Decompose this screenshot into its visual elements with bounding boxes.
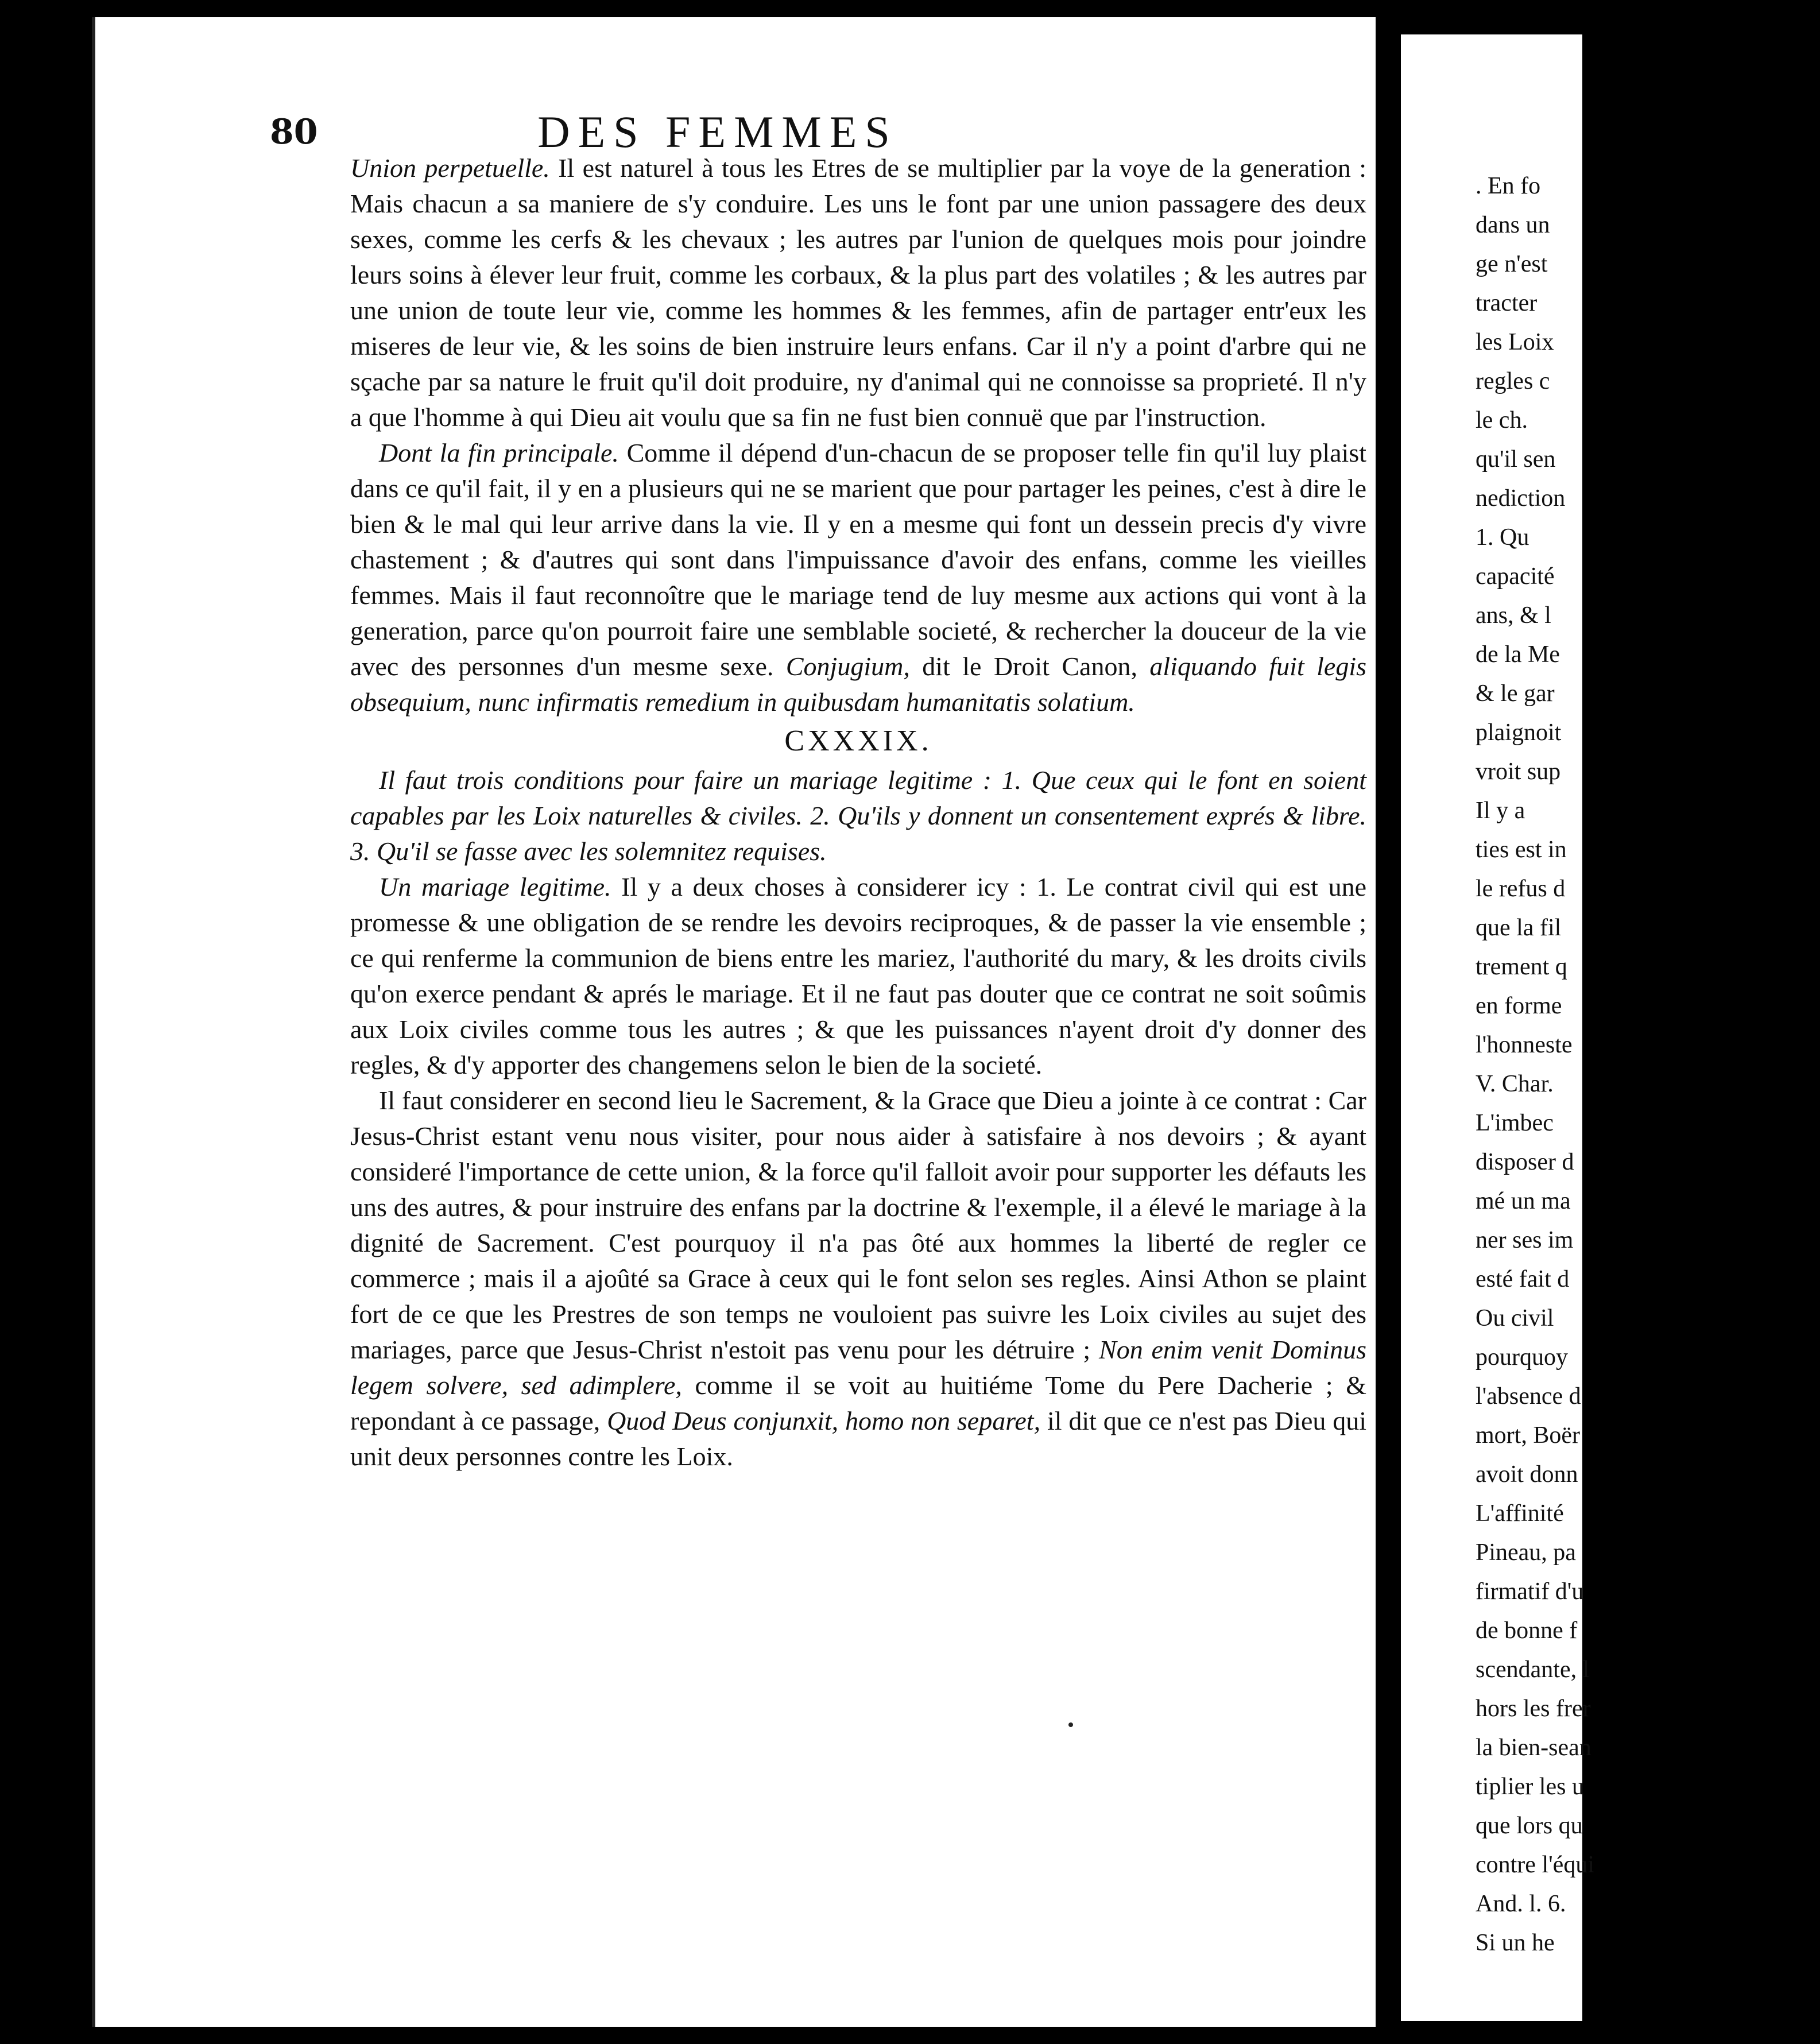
facing-page-line: les Loix	[1476, 329, 1554, 355]
facing-page-line: avoit donn	[1476, 1461, 1578, 1488]
margin-note: Union perpetuelle.	[350, 153, 550, 183]
facing-page-line: esté fait d	[1476, 1266, 1570, 1292]
facing-page-text	[1476, 167, 1820, 1962]
facing-page-line: le refus d	[1476, 876, 1566, 902]
facing-page-line: firmatif d'u	[1476, 1578, 1584, 1605]
printer-mark	[1068, 1722, 1073, 1727]
article-number: CXXXIX.	[784, 725, 932, 757]
paragraph-text: Il est naturel à tous les Etres de se multiplier par la voye de la generation : Mais chacun a sa maniere de s'y conduire. Les uns le font par une union passagere des deux sexes, comme les cerfs & les chevaux ; les autres par l'union de quelques mois pour joindre leurs soins à élever leur fruit, comme les corbaux, & la plus part des volatiles ; & les autres par une union de toute leur vie, comme les hommes & les femmes, afin de partager entr'eux les miseres de leur vie, & les soins de bien instruire leurs enfans. Car il n'y a point d'arbre qui ne sçache par sa nature le fruit qu'il doit produire, ny d'animal qui ne connoisse sa proprieté. Il n'y a que l'homme à qui Dieu ait voulu que sa fin ne fust bien connuë que par l'instruction.	[350, 153, 1366, 432]
margin-note: Dont la fin principale.	[379, 438, 619, 467]
book-gutter	[1376, 0, 1401, 2044]
facing-page-line: de la Me	[1476, 641, 1560, 668]
facing-page-line: scendante, l	[1476, 1656, 1590, 1683]
running-title: DES FEMMES	[537, 107, 898, 157]
paragraph-text: Comme il dépend d'un-chacun de se proposer telle fin qu'il luy plaist dans ce qu'il fait, il y en a plusieurs qui ne se marient que pour partager les peines, c'est à dire le bien & le mal qui leur arrive dans la vie. Il y en a mesme qui font un dessein precis d'y vivre chastement ; & d'autres qui sont dans l'impuissance d'avoir des enfans, comme les vieilles femmes. Mais il faut reconnoître que le mariage tend de luy mesme aux actions qui vont à la generation, parce qu'on pourroit faire une semblable societé, & rechercher la douceur de la vie avec des personnes d'un mesme sexe.	[350, 438, 1367, 681]
facing-page-line: de bonne f	[1476, 1617, 1578, 1644]
facing-page-line: l'absence d	[1476, 1383, 1581, 1410]
facing-page-line: dans un	[1476, 212, 1550, 238]
facing-page-line: pourquoy	[1476, 1344, 1568, 1371]
facing-page-line: le ch.	[1476, 407, 1528, 433]
facing-page-line: mort, Boër	[1476, 1422, 1580, 1449]
facing-page-line: mé un ma	[1476, 1188, 1571, 1214]
latin-quote: Quod Deus conjunxit, homo non separet,	[607, 1406, 1041, 1435]
facing-page-line: Pineau, pa	[1476, 1539, 1576, 1566]
facing-page-line: disposer d	[1476, 1149, 1574, 1175]
facing-page-line: contre l'équi	[1476, 1852, 1594, 1878]
paragraph-fin	[350, 435, 1366, 720]
facing-page-line: . En fo	[1476, 173, 1541, 199]
paragraph-text: dit le Droit Canon,	[922, 652, 1137, 681]
facing-page-line: qu'il sen	[1476, 446, 1556, 473]
latin-quote: aliquando fuit legis obsequium, nunc infirmatis remedium in quibusdam humanitatis solatium.	[350, 652, 1367, 717]
facing-page-line: que lors qu	[1476, 1813, 1583, 1839]
facing-page-line: hors les frer	[1476, 1695, 1591, 1722]
facing-page-line: regles c	[1476, 368, 1550, 394]
facing-page-line: vroit sup	[1476, 758, 1561, 785]
paragraph-union	[350, 150, 1366, 435]
facing-page-line: ans, & l	[1476, 602, 1551, 629]
facing-page-line: Il y a	[1476, 798, 1525, 824]
facing-page-line: en forme	[1476, 993, 1562, 1019]
facing-page-line: tiplier les u	[1476, 1774, 1584, 1800]
facing-page-line: ge n'est	[1476, 251, 1548, 277]
latin-quote: Non enim venit Dominus legem solvere, sed adimplere,	[350, 1335, 1366, 1400]
facing-page-line: trement q	[1476, 954, 1567, 980]
facing-page-line: la bien-sean	[1476, 1735, 1591, 1761]
facing-page-line: plaignoit	[1476, 719, 1562, 746]
facing-page-line: 1. Qu	[1476, 524, 1529, 551]
facing-page-line: And. l. 6.	[1476, 1891, 1566, 1917]
commentary-contrat	[350, 869, 1366, 1083]
main-text	[350, 150, 1366, 1474]
facing-page-line: tracter	[1476, 290, 1538, 316]
commentary-sacrement	[350, 1083, 1366, 1474]
latin-quote: Conjugium,	[785, 652, 910, 681]
paragraph-text: comme il se voit au huitiéme Tome du Pere Dacherie ; & repondant à ce passage,	[350, 1371, 1367, 1435]
facing-page-line: l'honneste	[1476, 1032, 1573, 1058]
margin-note: Un mariage legitime.	[379, 872, 611, 901]
facing-page-line: ner ses im	[1476, 1227, 1574, 1253]
facing-page-line: L'affinité	[1476, 1500, 1564, 1527]
facing-page-line: capacité	[1476, 563, 1555, 590]
facing-page	[1401, 34, 1594, 2021]
facing-page-line: ties est in	[1476, 837, 1567, 863]
paragraph-text: il dit que ce n'est pas Dieu qui unit deux personnes contre les Loix.	[350, 1406, 1367, 1471]
scan-background	[0, 0, 92, 2044]
page-number: 80	[270, 112, 318, 152]
paragraph-text: Il faut considerer en second lieu le Sacrement, & la Grace que Dieu a jointe à ce contrat : Car Jesus-Christ estant venu nous visiter, pour nous aider à satisfaire à nos devoirs ; & ayant consideré l'importance de cette union, & la force qu'il falloit avoir pour supporter les défauts les uns des autres, & pour instruire des enfans par la doctrine & l'exemple, il a élevé le mariage à la dignité de Sacrement. C'est pourquoy il n'a pas ôté aux hommes la liberté de regler ce commerce ; mais il a ajoûté sa Grace à ceux qui le font selon ses regles. Ainsi Athon se plaint fort de ce que les Prestres de son temps ne vouloient pas suivre les Loix civiles au sujet des mariages, parce que Jesus-Christ n'estoit pas venu pour les détruire ;	[350, 1086, 1366, 1364]
article-text: Il faut trois conditions pour faire un mariage legitime : 1. Que ceux qui le font en soient capables par les Loix naturelles & civiles. 2. Qu'ils y donnent un consentement exprés & libre. 3. Qu'il se fasse avec les solemnitez requises.	[350, 765, 1366, 866]
facing-page-line: Ou civil	[1476, 1305, 1554, 1331]
facing-page-line: que la fil	[1476, 915, 1562, 941]
facing-page-line: Si un he	[1476, 1930, 1555, 1956]
facing-page-line: L'imbec	[1476, 1110, 1554, 1136]
facing-page-line: nediction	[1476, 485, 1566, 512]
paragraph-text: Il y a deux choses à considerer icy : 1. Le contrat civil qui est une promesse & une obligation de se rendre les devoirs reciproques, & de passer la vie ensemble ; ce qui renferme la communion de biens entre les mariez, l'authorité du mary, & les droits civils qu'on exerce pendant & aprés le mariage. Et il ne faut pas douter que ce contrat ne soit soûmis aux Loix civiles comme tous les autres ; & que les puissances n'ayent droit d'y donner des regles, & d'y apporter des changemens selon le bien de la societé.	[350, 872, 1367, 1079]
facing-page-line: & le gar	[1476, 680, 1555, 707]
facing-page-line: V. Char.	[1476, 1071, 1554, 1097]
